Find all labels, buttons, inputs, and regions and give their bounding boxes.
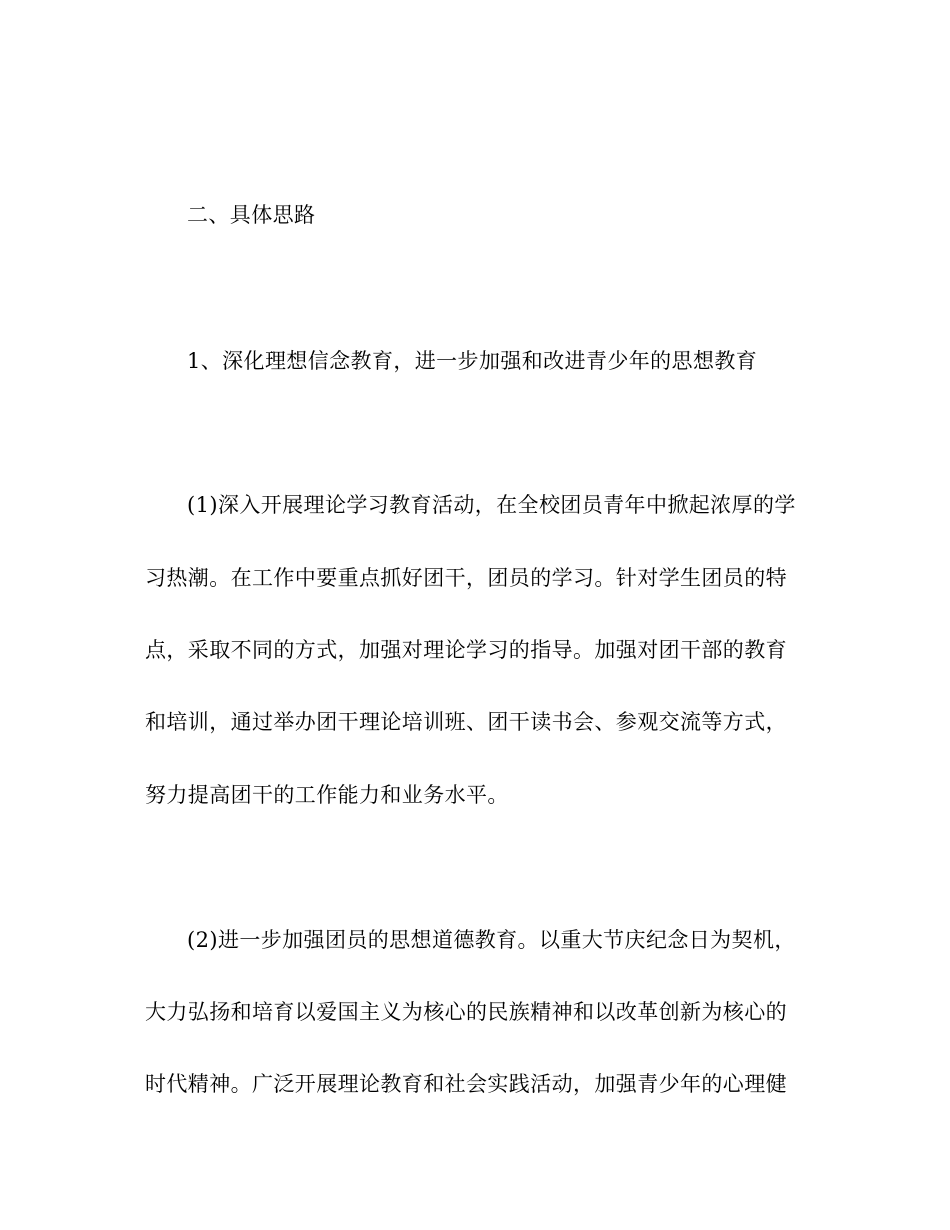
paragraph-line: (2)进一步加强团员的思想道德教育。以重大节庆纪念日为契机，	[187, 928, 796, 952]
paragraph-line: 和培训，通过举办团干理论培训班、团干读书会、参观交流等方式，	[145, 710, 787, 734]
paragraph-line: 时代精神。广泛开展理论教育和社会实践活动，加强青少年的心理健	[145, 1072, 787, 1096]
section-heading: 二、具体思路	[187, 203, 316, 227]
paragraph-line: 习热潮。在工作中要重点抓好团干，团员的学习。针对学生团员的特	[145, 566, 787, 590]
paragraph-line: 点，采取不同的方式，加强对理论学习的指导。加强对团干部的教育	[145, 638, 787, 662]
subheading: 1、深化理想信念教育，进一步加强和改进青少年的思想教育	[187, 349, 758, 373]
paragraph-line: 大力弘扬和培育以爱国主义为核心的民族精神和以改革创新为核心的	[145, 1000, 787, 1024]
paragraph-line: 努力提高团干的工作能力和业务水平。	[145, 783, 509, 807]
paragraph-line: (1)深入开展理论学习教育活动，在全校团员青年中掀起浓厚的学	[187, 493, 796, 517]
